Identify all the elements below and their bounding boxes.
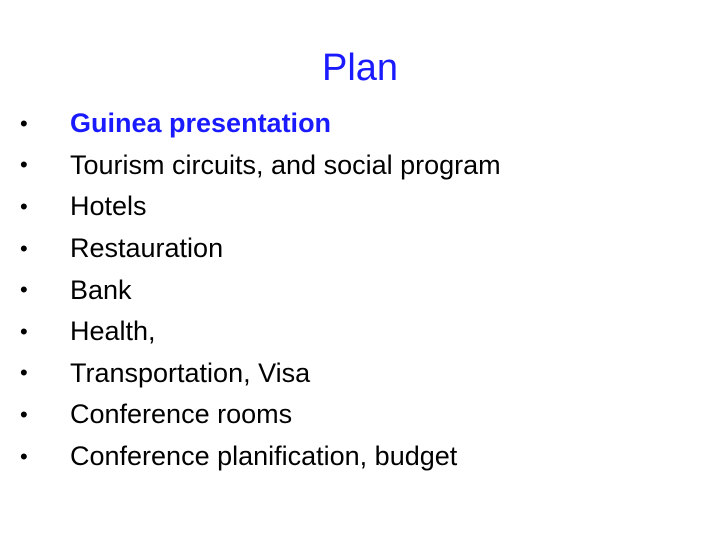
bullet-icon: •: [20, 235, 28, 261]
bullet-icon: •: [20, 318, 28, 344]
bullet-item: [20, 353, 501, 395]
bullet-icon: •: [20, 443, 28, 469]
bullet-icon: •: [20, 401, 28, 427]
bullet-text: Guinea presentation: [70, 108, 332, 139]
bullet-item: [20, 228, 501, 270]
bullet-text: Tourism circuits, and social program: [70, 149, 501, 180]
bullet-text: Bank: [70, 274, 132, 305]
bullet-icon: •: [20, 360, 28, 386]
bullet-icon: •: [20, 277, 28, 303]
bullet-item: [20, 269, 501, 311]
bullet-item: [20, 436, 501, 478]
bullet-item: [20, 394, 501, 436]
bullet-list: [20, 103, 501, 477]
bullet-text: Hotels: [70, 191, 147, 222]
bullet-icon: •: [20, 193, 28, 219]
bullet-icon: •: [20, 110, 28, 136]
bullet-item: [20, 103, 501, 145]
bullet-text: Conference planification, budget: [70, 441, 458, 472]
slide-title-text: Plan: [321, 47, 399, 89]
bullet-item: [20, 311, 501, 353]
slide-title: [0, 44, 720, 92]
bullet-text: Conference rooms: [70, 399, 293, 430]
bullet-text: Health,: [70, 316, 156, 347]
bullet-text: Restauration: [70, 233, 224, 264]
bullet-text: Transportation, Visa: [70, 357, 311, 388]
bullet-icon: •: [20, 152, 28, 178]
bullet-item: [20, 186, 501, 228]
bullet-item: [20, 145, 501, 187]
